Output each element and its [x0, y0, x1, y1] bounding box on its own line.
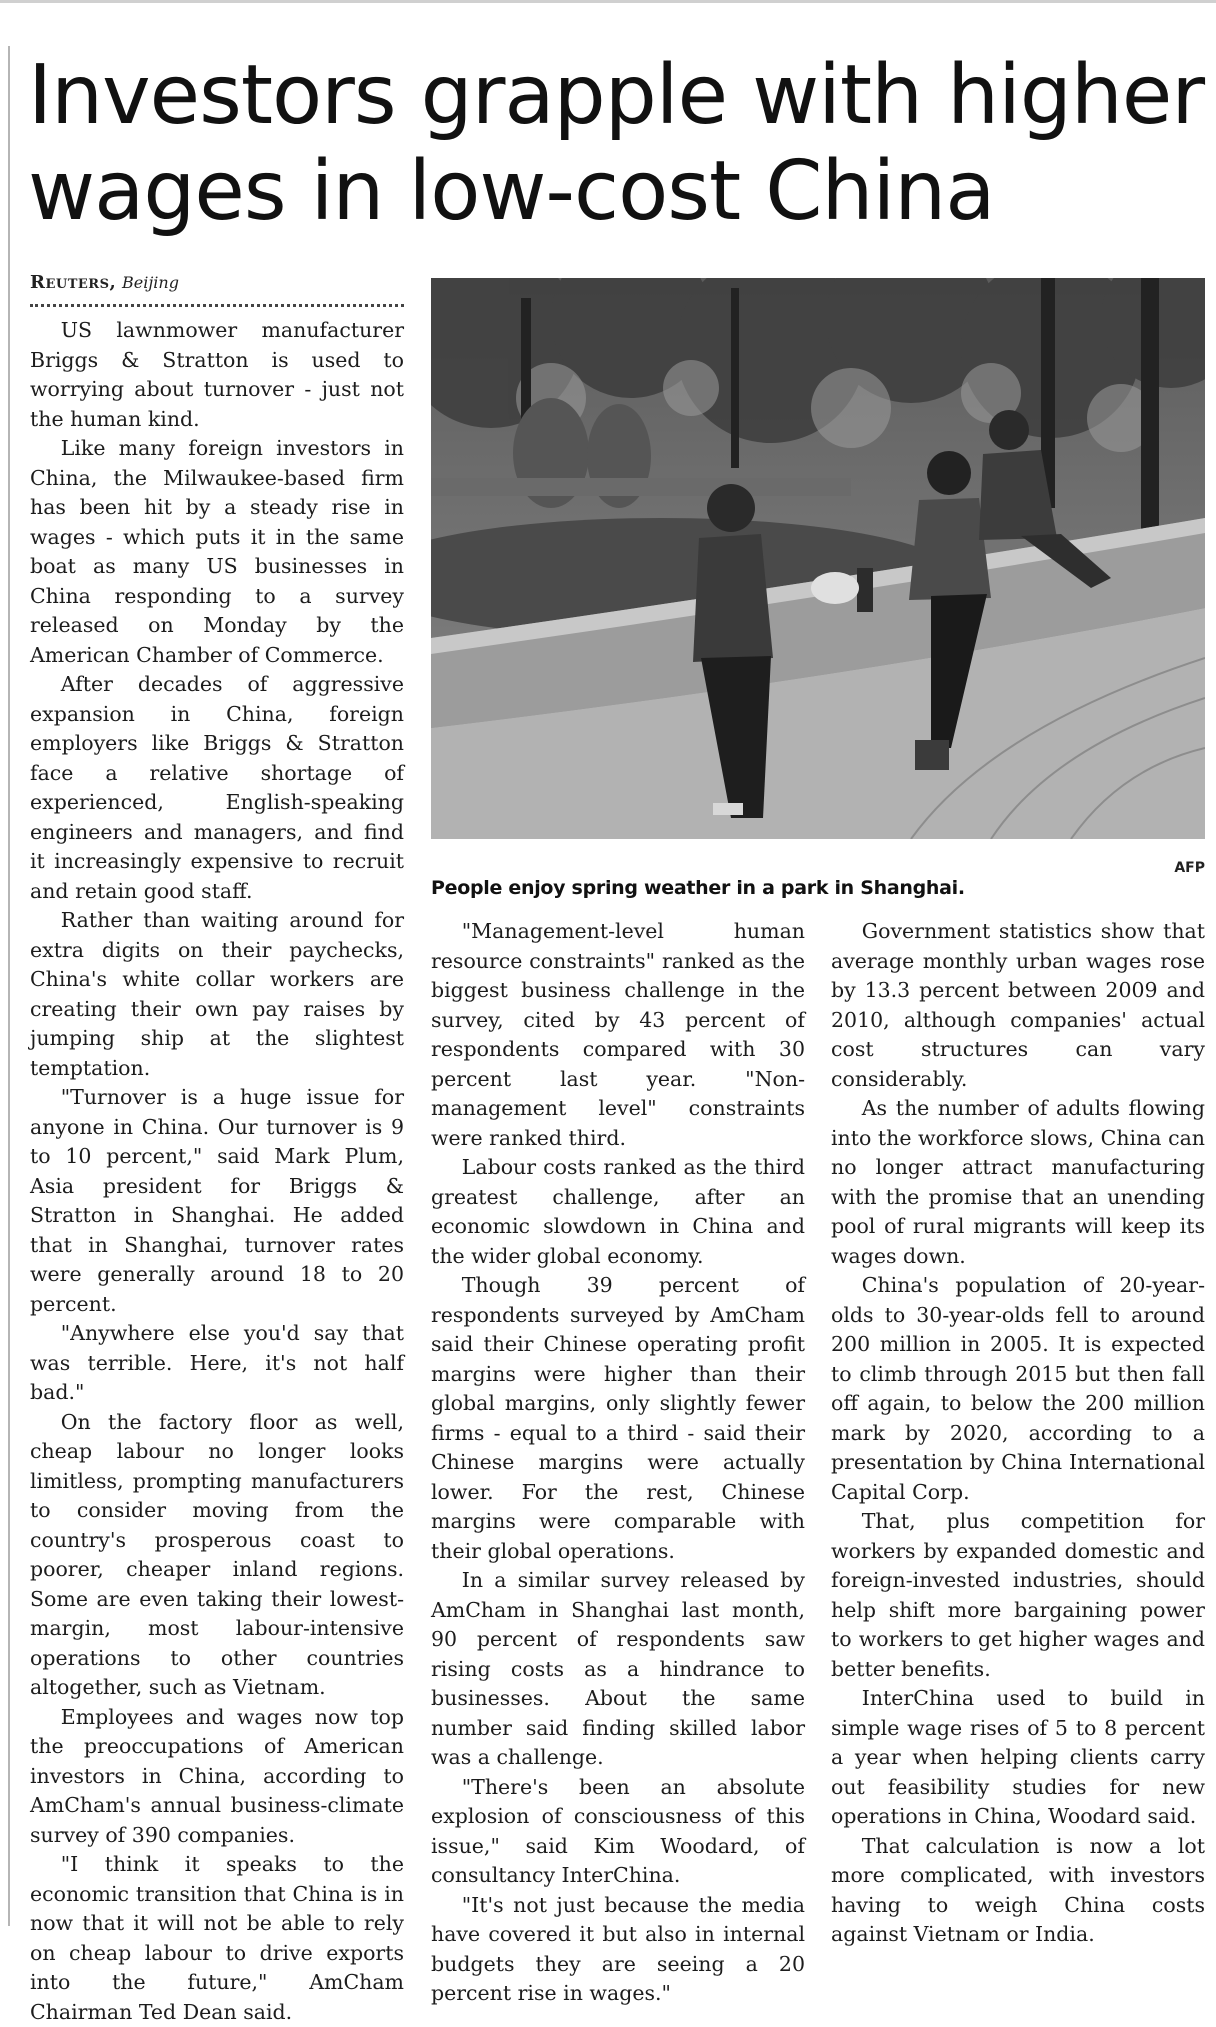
park-photo-illustration [431, 278, 1205, 839]
dotted-separator [30, 304, 404, 307]
top-rule [0, 0, 1216, 3]
paragraph: Rather than waiting around for extra digits on their paychecks, China's white collar workers are creating their own pay raises by jumping ship at the slightest temptation. [30, 908, 404, 1080]
paragraph: Though 39 percent of respondents surveyed by AmCham said their Chinese operating profit margins were higher than their global margins, only slightly fewer firms - equal to a third - said their Chinese margins were actually lower. For the rest, Chinese margins were comparable with their global operations. [431, 1273, 805, 1563]
photo-caption: People enjoy spring weather in a park in Shanghai. [431, 877, 965, 899]
paragraph: "Turnover is a huge issue for anyone in China. Our turnover is 9 to 10 percent," said Mark Plum, Asia president for Briggs & Stratton in Shanghai. He added that in Shanghai, turnover rates were generally around 18 to 20 percent. [30, 1085, 404, 1316]
paragraph: After decades of aggressive expansion in China, foreign employers like Briggs & Stratton face a relative shortage of experienced, English-speaking engineers and managers, and find it increasingly expensive to recruit and retain good staff. [30, 672, 404, 903]
article-column-1 [30, 316, 404, 2027]
paragraph: "Anywhere else you'd say that was terrible. Here, it's not half bad." [30, 1321, 404, 1404]
left-column-rule [8, 46, 10, 1926]
park-photo [431, 278, 1205, 839]
paragraph: Like many foreign investors in China, the Milwaukee-based firm has been hit by a steady rise in wages - which puts it in the same boat as many US businesses in China responding to a survey released on Monday by the American Chamber of Commerce. [30, 436, 404, 667]
paragraph: InterChina used to build in simple wage rises of 5 to 8 percent a year when helping clients carry out feasibility studies for new operations in China, Woodard said. [831, 1686, 1205, 1828]
paragraph: On the factory floor as well, cheap labour no longer looks limitless, prompting manufacturers to consider moving from the country's prosperous coast to poorer, cheaper inland regions. Some are even taking their lowest-margin, most labour-intensive operations to other countries altogether, such as Vietnam. [30, 1409, 404, 1699]
paragraph: That, plus competition for workers by expanded domestic and foreign-invested industries, should help shift more bargaining power to workers to get higher wages and better benefits. [831, 1509, 1205, 1681]
paragraph: "It's not just because the media have covered it but also in internal budgets they are seeing a 20 percent rise in wages." [431, 1892, 805, 2005]
byline [30, 272, 179, 293]
paragraph: Labour costs ranked as the third greatest challenge, after an economic slowdown in China and the wider global economy. [431, 1155, 805, 1268]
byline-agency: Reuters, [30, 272, 117, 293]
paragraph: Government statistics show that average monthly urban wages rose by 13.3 percent between 2009 and 2010, although companies' actual cost structures can vary considerably. [831, 919, 1205, 1091]
headline: Investors grapple with higher wages in low-cost China [28, 48, 1205, 239]
article-column-2 [431, 917, 805, 2009]
article-column-3 [831, 917, 1205, 1950]
paragraph: As the number of adults flowing into the workforce slows, China can no longer attract manufacturing with the promise that an unending pool of rural migrants will keep its wages down. [831, 1096, 1205, 1268]
paragraph: Employees and wages now top the preoccupations of American investors in China, according to AmCham's annual business-climate survey of 390 companies. [30, 1704, 404, 1847]
byline-city: Beijing [121, 273, 179, 292]
paragraph: China's population of 20-year-olds to 30-year-olds fell to around 200 million in 2005. It is expected to climb through 2015 but then fall off again, to below the 200 million mark by 2020, according to a presentation by China International Capital Corp. [831, 1273, 1205, 1504]
paragraph: US lawnmower manufacturer Briggs & Stratton is used to worrying about turnover - just not the human kind. [30, 318, 404, 431]
paragraph: "There's been an absolute explosion of consciousness of this issue," said Kim Woodard, of consultancy InterChina. [431, 1774, 805, 1887]
photo-credit: AFP [1174, 860, 1205, 876]
paragraph: In a similar survey released by AmCham in Shanghai last month, 90 percent of respondents saw rising costs as a hindrance to businesses. About the same number said finding skilled labor was a challenge. [431, 1568, 805, 1769]
paragraph: That calculation is now a lot more complicated, with investors having to weigh China costs against Vietnam or India. [831, 1833, 1205, 1946]
paragraph: "Management-level human resource constraints" ranked as the biggest business challenge in the survey, cited by 43 percent of respondents compared with 30 percent last year. "Non-management level" constraints were ranked third. [431, 919, 805, 1150]
paragraph: "I think it speaks to the economic transition that China is in now that it will not be able to rely on cheap labour to drive exports into the future," AmCham Chairman Ted Dean said. [30, 1852, 404, 2024]
